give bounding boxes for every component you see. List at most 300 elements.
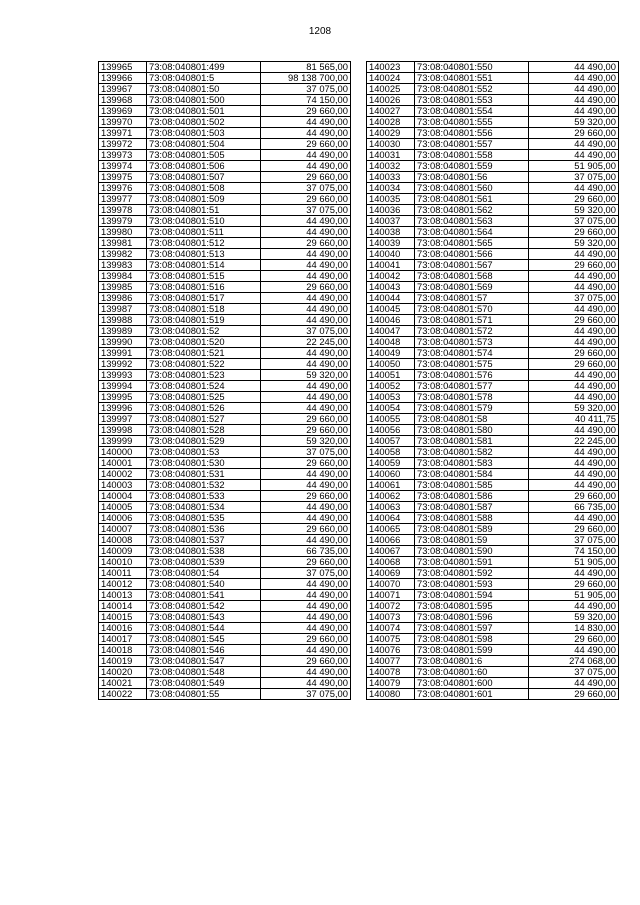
cadastral-value-cell: 44 490,00 — [261, 216, 351, 227]
cadastral-value-cell: 29 660,00 — [529, 689, 619, 700]
table-row — [99, 282, 351, 293]
record-number-cell: 139977 — [99, 194, 147, 205]
record-number-cell: 140018 — [99, 645, 147, 656]
cadastral-number-cell: 73:08:040801:565 — [415, 238, 529, 249]
table-row — [367, 271, 619, 282]
table-row — [99, 535, 351, 546]
table-row — [367, 458, 619, 469]
cadastral-number-cell: 73:08:040801:575 — [415, 359, 529, 370]
cadastral-number-cell: 73:08:040801:591 — [415, 557, 529, 568]
record-number-cell: 140074 — [367, 623, 415, 634]
cadastral-value-cell: 29 660,00 — [261, 634, 351, 645]
record-number-cell: 139993 — [99, 370, 147, 381]
cadastral-value-cell: 44 490,00 — [261, 249, 351, 260]
table-row — [367, 524, 619, 535]
cadastral-value-cell: 44 490,00 — [261, 612, 351, 623]
cadastral-value-cell: 44 490,00 — [529, 678, 619, 689]
record-number-cell: 139980 — [99, 227, 147, 238]
record-number-cell: 140048 — [367, 337, 415, 348]
record-number-cell: 140031 — [367, 150, 415, 161]
cadastral-number-cell: 73:08:040801:534 — [147, 502, 261, 513]
record-number-cell: 139976 — [99, 183, 147, 194]
table-row — [367, 568, 619, 579]
cadastral-number-cell: 73:08:040801:533 — [147, 491, 261, 502]
left-register-table — [98, 61, 351, 700]
table-row — [367, 249, 619, 260]
record-number-cell: 139974 — [99, 161, 147, 172]
table-row — [367, 590, 619, 601]
cadastral-number-cell: 73:08:040801:588 — [415, 513, 529, 524]
cadastral-value-cell: 51 905,00 — [529, 161, 619, 172]
cadastral-number-cell: 73:08:040801:530 — [147, 458, 261, 469]
cadastral-number-cell: 73:08:040801:511 — [147, 227, 261, 238]
table-row — [99, 183, 351, 194]
cadastral-number-cell: 73:08:040801:526 — [147, 403, 261, 414]
cadastral-number-cell: 73:08:040801:529 — [147, 436, 261, 447]
table-row — [99, 62, 351, 73]
table-row — [367, 183, 619, 194]
record-number-cell: 140004 — [99, 491, 147, 502]
table-row — [99, 205, 351, 216]
cadastral-number-cell: 73:08:040801:548 — [147, 667, 261, 678]
record-number-cell: 140051 — [367, 370, 415, 381]
table-row — [99, 403, 351, 414]
table-row — [367, 425, 619, 436]
cadastral-value-cell: 37 075,00 — [529, 293, 619, 304]
record-number-cell: 140001 — [99, 458, 147, 469]
cadastral-number-cell: 73:08:040801:571 — [415, 315, 529, 326]
record-number-cell: 140025 — [367, 84, 415, 95]
table-row — [99, 436, 351, 447]
cadastral-value-cell: 274 068,00 — [529, 656, 619, 667]
cadastral-value-cell: 44 490,00 — [261, 502, 351, 513]
cadastral-value-cell: 44 490,00 — [529, 381, 619, 392]
cadastral-value-cell: 29 660,00 — [529, 359, 619, 370]
cadastral-value-cell: 44 490,00 — [529, 392, 619, 403]
table-row — [99, 579, 351, 590]
cadastral-value-cell: 44 490,00 — [261, 667, 351, 678]
cadastral-number-cell: 73:08:040801:540 — [147, 579, 261, 590]
record-number-cell: 140057 — [367, 436, 415, 447]
record-number-cell: 140053 — [367, 392, 415, 403]
record-number-cell: 139995 — [99, 392, 147, 403]
record-number-cell: 140043 — [367, 282, 415, 293]
cadastral-number-cell: 73:08:040801:508 — [147, 183, 261, 194]
record-number-cell: 140037 — [367, 216, 415, 227]
cadastral-number-cell: 73:08:040801:544 — [147, 623, 261, 634]
table-row — [99, 645, 351, 656]
table-row — [367, 370, 619, 381]
record-number-cell: 140075 — [367, 634, 415, 645]
cadastral-value-cell: 44 490,00 — [261, 348, 351, 359]
record-number-cell: 139979 — [99, 216, 147, 227]
cadastral-value-cell: 44 490,00 — [261, 590, 351, 601]
record-number-cell: 140015 — [99, 612, 147, 623]
record-number-cell: 140063 — [367, 502, 415, 513]
table-row — [99, 106, 351, 117]
table-row — [99, 359, 351, 370]
cadastral-value-cell: 29 660,00 — [261, 656, 351, 667]
cadastral-value-cell: 44 490,00 — [529, 480, 619, 491]
cadastral-number-cell: 73:08:040801:557 — [415, 139, 529, 150]
record-number-cell: 140009 — [99, 546, 147, 557]
cadastral-number-cell: 73:08:040801:528 — [147, 425, 261, 436]
cadastral-value-cell: 44 490,00 — [261, 150, 351, 161]
record-number-cell: 140046 — [367, 315, 415, 326]
cadastral-value-cell: 44 490,00 — [261, 579, 351, 590]
record-number-cell: 139994 — [99, 381, 147, 392]
record-number-cell: 140040 — [367, 249, 415, 260]
record-number-cell: 140005 — [99, 502, 147, 513]
record-number-cell: 139968 — [99, 95, 147, 106]
table-row — [99, 689, 351, 700]
table-row — [99, 73, 351, 84]
record-number-cell: 140072 — [367, 601, 415, 612]
cadastral-value-cell: 59 320,00 — [529, 205, 619, 216]
cadastral-value-cell: 44 490,00 — [529, 469, 619, 480]
cadastral-number-cell: 73:08:040801:541 — [147, 590, 261, 601]
record-number-cell: 140049 — [367, 348, 415, 359]
table-row — [367, 84, 619, 95]
table-row — [99, 524, 351, 535]
record-number-cell: 140017 — [99, 634, 147, 645]
table-row — [99, 150, 351, 161]
cadastral-value-cell: 66 735,00 — [261, 546, 351, 557]
cadastral-number-cell: 73:08:040801:582 — [415, 447, 529, 458]
record-number-cell: 140038 — [367, 227, 415, 238]
table-row — [99, 128, 351, 139]
table-row — [99, 667, 351, 678]
cadastral-value-cell: 29 660,00 — [261, 106, 351, 117]
table-row — [367, 414, 619, 425]
cadastral-number-cell: 73:08:040801:531 — [147, 469, 261, 480]
record-number-cell: 140060 — [367, 469, 415, 480]
cadastral-value-cell: 44 490,00 — [529, 271, 619, 282]
record-number-cell: 140028 — [367, 117, 415, 128]
cadastral-number-cell: 73:08:040801:53 — [147, 447, 261, 458]
cadastral-value-cell: 44 490,00 — [261, 535, 351, 546]
cadastral-number-cell: 73:08:040801:60 — [415, 667, 529, 678]
cadastral-number-cell: 73:08:040801:601 — [415, 689, 529, 700]
cadastral-number-cell: 73:08:040801:585 — [415, 480, 529, 491]
cadastral-value-cell: 44 490,00 — [529, 645, 619, 656]
cadastral-value-cell: 37 075,00 — [529, 216, 619, 227]
cadastral-value-cell: 44 490,00 — [529, 183, 619, 194]
cadastral-number-cell: 73:08:040801:553 — [415, 95, 529, 106]
record-number-cell: 140007 — [99, 524, 147, 535]
record-number-cell: 140073 — [367, 612, 415, 623]
record-number-cell: 140041 — [367, 260, 415, 271]
table-row — [99, 568, 351, 579]
record-number-cell: 140077 — [367, 656, 415, 667]
cadastral-value-cell: 44 490,00 — [529, 458, 619, 469]
record-number-cell: 140032 — [367, 161, 415, 172]
record-number-cell: 139986 — [99, 293, 147, 304]
cadastral-number-cell: 73:08:040801:561 — [415, 194, 529, 205]
cadastral-number-cell: 73:08:040801:515 — [147, 271, 261, 282]
table-row — [367, 480, 619, 491]
table-row — [367, 106, 619, 117]
cadastral-value-cell: 44 490,00 — [261, 128, 351, 139]
table-row — [367, 304, 619, 315]
cadastral-number-cell: 73:08:040801:499 — [147, 62, 261, 73]
record-number-cell: 140068 — [367, 557, 415, 568]
cadastral-number-cell: 73:08:040801:536 — [147, 524, 261, 535]
table-row — [367, 315, 619, 326]
record-number-cell: 140036 — [367, 205, 415, 216]
cadastral-number-cell: 73:08:040801:509 — [147, 194, 261, 205]
cadastral-value-cell: 44 490,00 — [261, 623, 351, 634]
record-number-cell: 139984 — [99, 271, 147, 282]
cadastral-value-cell: 59 320,00 — [529, 238, 619, 249]
record-number-cell: 139982 — [99, 249, 147, 260]
record-number-cell: 140000 — [99, 447, 147, 458]
cadastral-value-cell: 44 490,00 — [529, 150, 619, 161]
cadastral-value-cell: 51 905,00 — [529, 557, 619, 568]
table-row — [367, 579, 619, 590]
record-number-cell: 139978 — [99, 205, 147, 216]
record-number-cell: 139992 — [99, 359, 147, 370]
cadastral-value-cell: 29 660,00 — [529, 315, 619, 326]
cadastral-value-cell: 44 490,00 — [261, 381, 351, 392]
table-row — [99, 447, 351, 458]
cadastral-number-cell: 73:08:040801:578 — [415, 392, 529, 403]
cadastral-number-cell: 73:08:040801:574 — [415, 348, 529, 359]
cadastral-number-cell: 73:08:040801:510 — [147, 216, 261, 227]
table-row — [99, 480, 351, 491]
cadastral-value-cell: 29 660,00 — [261, 139, 351, 150]
cadastral-number-cell: 73:08:040801:516 — [147, 282, 261, 293]
cadastral-value-cell: 44 490,00 — [529, 282, 619, 293]
record-number-cell: 139989 — [99, 326, 147, 337]
cadastral-value-cell: 44 490,00 — [529, 568, 619, 579]
cadastral-number-cell: 73:08:040801:503 — [147, 128, 261, 139]
cadastral-number-cell: 73:08:040801:524 — [147, 381, 261, 392]
cadastral-value-cell: 29 660,00 — [261, 282, 351, 293]
cadastral-number-cell: 73:08:040801:589 — [415, 524, 529, 535]
cadastral-value-cell: 37 075,00 — [529, 535, 619, 546]
record-number-cell: 140061 — [367, 480, 415, 491]
cadastral-number-cell: 73:08:040801:584 — [415, 469, 529, 480]
cadastral-number-cell: 73:08:040801:590 — [415, 546, 529, 557]
table-row — [99, 370, 351, 381]
cadastral-number-cell: 73:08:040801:542 — [147, 601, 261, 612]
cadastral-value-cell: 44 490,00 — [261, 315, 351, 326]
record-number-cell: 139987 — [99, 304, 147, 315]
record-number-cell: 139991 — [99, 348, 147, 359]
cadastral-number-cell: 73:08:040801:547 — [147, 656, 261, 667]
table-row — [99, 348, 351, 359]
cadastral-number-cell: 73:08:040801:50 — [147, 84, 261, 95]
cadastral-number-cell: 73:08:040801:538 — [147, 546, 261, 557]
cadastral-value-cell: 40 411,75 — [529, 414, 619, 425]
table-row — [367, 293, 619, 304]
cadastral-number-cell: 73:08:040801:598 — [415, 634, 529, 645]
cadastral-number-cell: 73:08:040801:504 — [147, 139, 261, 150]
table-row — [367, 194, 619, 205]
table-row — [99, 634, 351, 645]
table-row — [99, 381, 351, 392]
record-number-cell: 139971 — [99, 128, 147, 139]
table-row — [99, 315, 351, 326]
cadastral-value-cell: 44 490,00 — [529, 304, 619, 315]
table-row — [367, 678, 619, 689]
cadastral-value-cell: 44 490,00 — [529, 62, 619, 73]
cadastral-value-cell: 29 660,00 — [529, 491, 619, 502]
cadastral-number-cell: 73:08:040801:564 — [415, 227, 529, 238]
table-row — [367, 161, 619, 172]
table-row — [367, 623, 619, 634]
cadastral-number-cell: 73:08:040801:567 — [415, 260, 529, 271]
record-number-cell: 140054 — [367, 403, 415, 414]
record-number-cell: 139985 — [99, 282, 147, 293]
cadastral-value-cell: 29 660,00 — [529, 260, 619, 271]
cadastral-value-cell: 66 735,00 — [529, 502, 619, 513]
cadastral-number-cell: 73:08:040801:501 — [147, 106, 261, 117]
cadastral-value-cell: 44 490,00 — [529, 601, 619, 612]
record-number-cell: 140030 — [367, 139, 415, 150]
cadastral-value-cell: 44 490,00 — [261, 117, 351, 128]
record-number-cell: 140016 — [99, 623, 147, 634]
table-row — [99, 326, 351, 337]
cadastral-number-cell: 73:08:040801:521 — [147, 348, 261, 359]
cadastral-number-cell: 73:08:040801:543 — [147, 612, 261, 623]
cadastral-number-cell: 73:08:040801:518 — [147, 304, 261, 315]
table-row — [367, 656, 619, 667]
cadastral-value-cell: 37 075,00 — [261, 568, 351, 579]
record-number-cell: 140066 — [367, 535, 415, 546]
cadastral-number-cell: 73:08:040801:506 — [147, 161, 261, 172]
cadastral-value-cell: 29 660,00 — [529, 348, 619, 359]
cadastral-number-cell: 73:08:040801:570 — [415, 304, 529, 315]
cadastral-number-cell: 73:08:040801:5 — [147, 73, 261, 84]
table-row — [367, 227, 619, 238]
cadastral-number-cell: 73:08:040801:514 — [147, 260, 261, 271]
cadastral-number-cell: 73:08:040801:551 — [415, 73, 529, 84]
cadastral-number-cell: 73:08:040801:552 — [415, 84, 529, 95]
record-number-cell: 140019 — [99, 656, 147, 667]
record-number-cell: 140044 — [367, 293, 415, 304]
table-row — [99, 458, 351, 469]
cadastral-value-cell: 37 075,00 — [529, 172, 619, 183]
record-number-cell: 140052 — [367, 381, 415, 392]
cadastral-value-cell: 98 138 700,00 — [261, 73, 351, 84]
left-table-body — [99, 62, 351, 700]
table-row — [367, 150, 619, 161]
cadastral-value-cell: 44 490,00 — [261, 513, 351, 524]
table-row — [367, 513, 619, 524]
cadastral-number-cell: 73:08:040801:6 — [415, 656, 529, 667]
table-row — [367, 128, 619, 139]
cadastral-number-cell: 73:08:040801:580 — [415, 425, 529, 436]
table-row — [367, 447, 619, 458]
record-number-cell: 140012 — [99, 579, 147, 590]
table-row — [367, 73, 619, 84]
cadastral-value-cell: 44 490,00 — [529, 326, 619, 337]
record-number-cell: 140042 — [367, 271, 415, 282]
cadastral-value-cell: 37 075,00 — [261, 205, 351, 216]
cadastral-number-cell: 73:08:040801:587 — [415, 502, 529, 513]
cadastral-value-cell: 44 490,00 — [529, 370, 619, 381]
cadastral-value-cell: 44 490,00 — [529, 73, 619, 84]
record-number-cell: 140021 — [99, 678, 147, 689]
right-table-body — [367, 62, 619, 700]
table-row — [367, 689, 619, 700]
cadastral-number-cell: 73:08:040801:599 — [415, 645, 529, 656]
record-number-cell: 139966 — [99, 73, 147, 84]
cadastral-value-cell: 37 075,00 — [261, 689, 351, 700]
cadastral-number-cell: 73:08:040801:596 — [415, 612, 529, 623]
cadastral-value-cell: 44 490,00 — [261, 403, 351, 414]
table-row — [99, 293, 351, 304]
cadastral-value-cell: 44 490,00 — [261, 293, 351, 304]
cadastral-number-cell: 73:08:040801:512 — [147, 238, 261, 249]
record-number-cell: 140023 — [367, 62, 415, 73]
cadastral-number-cell: 73:08:040801:507 — [147, 172, 261, 183]
table-row — [99, 392, 351, 403]
table-row — [367, 601, 619, 612]
table-row — [367, 348, 619, 359]
table-row — [367, 216, 619, 227]
cadastral-value-cell: 44 490,00 — [529, 513, 619, 524]
cadastral-number-cell: 73:08:040801:537 — [147, 535, 261, 546]
record-number-cell: 139975 — [99, 172, 147, 183]
cadastral-value-cell: 29 660,00 — [529, 634, 619, 645]
cadastral-value-cell: 29 660,00 — [529, 524, 619, 535]
cadastral-value-cell: 22 245,00 — [529, 436, 619, 447]
cadastral-value-cell: 44 490,00 — [261, 227, 351, 238]
record-number-cell: 140011 — [99, 568, 147, 579]
record-number-cell: 140056 — [367, 425, 415, 436]
cadastral-value-cell: 44 490,00 — [529, 447, 619, 458]
table-row — [367, 546, 619, 557]
cadastral-number-cell: 73:08:040801:594 — [415, 590, 529, 601]
right-register-table — [366, 61, 619, 700]
cadastral-value-cell: 29 660,00 — [261, 458, 351, 469]
cadastral-value-cell: 29 660,00 — [261, 557, 351, 568]
record-number-cell: 139999 — [99, 436, 147, 447]
table-row — [99, 249, 351, 260]
record-number-cell: 140002 — [99, 469, 147, 480]
table-row — [367, 205, 619, 216]
cadastral-value-cell: 29 660,00 — [261, 425, 351, 436]
cadastral-number-cell: 73:08:040801:535 — [147, 513, 261, 524]
cadastral-value-cell: 59 320,00 — [261, 436, 351, 447]
cadastral-value-cell: 74 150,00 — [261, 95, 351, 106]
cadastral-number-cell: 73:08:040801:600 — [415, 678, 529, 689]
cadastral-value-cell: 44 490,00 — [261, 392, 351, 403]
record-number-cell: 140010 — [99, 557, 147, 568]
table-row — [367, 491, 619, 502]
cadastral-value-cell: 59 320,00 — [261, 370, 351, 381]
table-row — [367, 260, 619, 271]
cadastral-value-cell: 44 490,00 — [529, 106, 619, 117]
record-number-cell: 140064 — [367, 513, 415, 524]
table-row — [367, 634, 619, 645]
table-row — [367, 502, 619, 513]
record-number-cell: 140062 — [367, 491, 415, 502]
cadastral-value-cell: 37 075,00 — [261, 447, 351, 458]
record-number-cell: 140078 — [367, 667, 415, 678]
cadastral-value-cell: 44 490,00 — [529, 337, 619, 348]
table-row — [367, 139, 619, 150]
cadastral-number-cell: 73:08:040801:58 — [415, 414, 529, 425]
table-row — [367, 326, 619, 337]
cadastral-number-cell: 73:08:040801:583 — [415, 458, 529, 469]
cadastral-number-cell: 73:08:040801:57 — [415, 293, 529, 304]
cadastral-value-cell: 44 490,00 — [261, 161, 351, 172]
record-number-cell: 139970 — [99, 117, 147, 128]
